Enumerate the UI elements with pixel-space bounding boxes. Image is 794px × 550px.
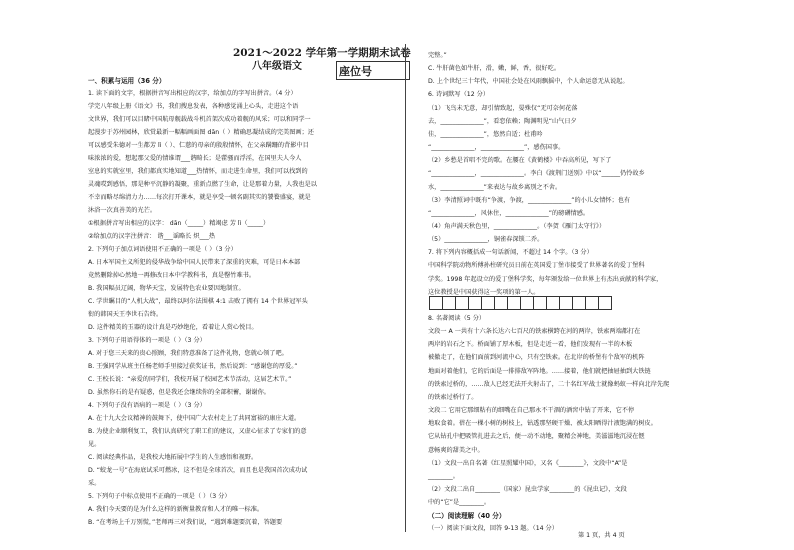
text-line: 1. 读下面的文字，根据拼音写出相应的汉字，给加点的字写出拼音。（4 分） (88, 90, 297, 97)
text-line: 地面对着他们，它的后面是一排排敌军阵地。……接着，他们就把抽屉抽到大铁链 (428, 367, 651, 375)
text-line: 竟然删除掉心然地一再修改日本中学教科书，真是罄竹难书。 (88, 272, 256, 279)
text-line: ①根据拼音写出相应的汉字： dān（_____）精竭虑 芳 lì（_____） (88, 220, 270, 227)
answer-cell[interactable] (455, 296, 469, 310)
text-line: （2）乡愁是首唱不完的歌。在腰在《黄鹤楼》中吞高所见，写下了 (428, 157, 612, 165)
exam-subject: 八年级语文 (252, 61, 302, 72)
text-line: 去，______________”，看恋依赖；陶渊明见“山气日夕 (428, 117, 577, 125)
text-line: 它从钻孔中把吸管扎进去之后，便一动不动地，聚精会神地，美滋滋地沉浸在惬 (428, 433, 645, 441)
answer-grid (429, 296, 611, 310)
text-line: “______________，______________。李白《渡荆门送别》中以“______仍怜故乡 (428, 170, 645, 178)
answer-cell[interactable] (533, 296, 547, 310)
text-line: 2. 下列句子加点词语使用不正确的一项是（ ）（3 分） (88, 246, 237, 253)
text-line: B. “在考场上千万别慌，”老师再三对我们说，“遇到难题要沉着，答题要 (88, 519, 283, 526)
text-line: 一、积累与运用（36 分） (88, 77, 166, 85)
text-line: B. 我国幅员辽阔，物华天宝，发展特色农业要因地制宜。 (88, 285, 245, 292)
text-line: A. 日本军国主义所犯的侵华战争给中国人民带来了深重的灾难，可是日本本部 (88, 259, 301, 266)
text-line: 见。 (88, 441, 101, 448)
text-line: 6. 诗词默写（12 分） (428, 91, 490, 99)
text-line: 5. 下列句子中标点使用不正确的一项是（ ）（3 分） (88, 493, 231, 500)
text-line: （1）文段一出自名著《红星照耀中国》，又名《________》，文段中“A”是 (428, 459, 628, 467)
text-line: 衔的韩国天王李世石告终。 (88, 311, 163, 318)
seat-number-box: 座位号 (336, 61, 410, 80)
text-line: 这位教授是中国获得这一奖项的第一人。 (428, 288, 540, 296)
text-line: C. 阅读经典作品，是我校大地拓展中学生的人生感悟和视野。 (88, 454, 258, 461)
text-line: 8. 名著阅读（5 分） (428, 315, 486, 322)
text-line: 文段二 它用它那细粘有的细嘴在自己那永不干涸的酒窖中钻了开来，它不停 (428, 407, 635, 415)
answer-cell[interactable] (546, 296, 560, 310)
answer-cell[interactable] (468, 296, 482, 310)
text-line: “______________，风休住，______________”的磅礴情感。 (428, 209, 590, 217)
text-line: B. 为使企业顺利复工，我们认真研究了职工们的建议，又虚心征求了专家们的意 (88, 428, 307, 435)
answer-cell[interactable] (442, 296, 456, 310)
text-line: 意畅爽的甜美之中。 (428, 446, 484, 454)
text-line: D. “蛟龙一号”在海底试采可燃冰，这不但是全球首次，而且也是我国首次成功试 (88, 467, 308, 474)
text-line: 文段一 A 一共有十六条长达六七百尺的铁索横跨在河的两岸，铁索两端都打在 (428, 328, 641, 336)
text-line: A. 对于您三天来的贵心照顾，我们特意准备了这件礼物，您就心领了吧。 (88, 350, 288, 357)
text-line: （3）李清照词中既有“争渡，争渡，______________”的小儿女情怀；也有 (428, 196, 631, 204)
text-line: 中国科学院动物所傅孙柱研究员日前在英国爱丁堡市接受了世界著名的爱丁堡科 (428, 262, 645, 270)
text-line: 中的“它”是________。 (428, 499, 491, 507)
answer-cell[interactable] (520, 296, 534, 310)
text-line: 被撤走了，在他们面前到河流中心，只有空铁索。在北岸的桥堡有个敌军的机阵 (428, 354, 645, 362)
text-line: 的铁索过桥行了。 (428, 393, 478, 401)
exam-title: 2021～2022 学年第一学期期末试卷 (233, 47, 411, 59)
text-line: 沐浴一次真善美的光芒。 (88, 207, 157, 214)
text-line: A. 我们今天要的是为什么这样的新衡量教育和人才的唯一标准。 (88, 506, 264, 513)
text-line: 可以感受朱德对一生都芳 lì（ ）、仁慈的母亲的殷殷情怀，在父亲蹒跚的背影中目 (88, 142, 309, 149)
text-line: （2）文段二出自________（国家）昆虫学家________的《昆虫记》，文段 (428, 485, 627, 493)
answer-cell[interactable] (559, 296, 573, 310)
text-line: 水，______________”来表达与故乡离别之不舍。 (428, 183, 562, 191)
text-line: 不幸而略尽绵清力力……每次打开课本，就是享受一顿名副其实的饕餮盛宴，就是 (88, 194, 311, 201)
text-line: 起漫步于苏州园林，欣赏最新一幅幅画面图 dān（ ）精确思凝结成的完美图画；还 (88, 129, 314, 136)
text-line: 4. 下列句子没有语病的一项是（ ）（3 分） (88, 402, 206, 409)
text-line: 3. 下列句子用语得体的一项是（ ）（3 分） (88, 337, 206, 344)
answer-cell[interactable] (572, 296, 586, 310)
column-divider (405, 44, 406, 532)
text-line: 室息的实就室里，我们都真实地知道___热情怀，而走进生命里，我们可以找到的 (88, 168, 308, 175)
text-line: 完整。” (428, 52, 447, 59)
text-line: 佳，______________”，悠然自适；杜甫吟 (428, 130, 543, 138)
text-line: （1）飞鸟未无意，却引情致起，晏殊仅“无可奈何花落 (428, 104, 578, 112)
answer-cell[interactable] (507, 296, 521, 310)
answer-cell[interactable] (585, 296, 599, 310)
text-line: （一）阅读下面文段，回答 9-13 题。（14 分） (428, 525, 558, 533)
text-line: D. 这件精美的玉器的设计真是巧妙绝伦，看着让人赏心悦目。 (88, 324, 258, 331)
text-line: 的铁索过桥的，……敌人已经无法开火射击了，二十名红军战士就像蚂蚁一样向北岸先爬 (428, 380, 670, 388)
text-line: ________。 (428, 472, 459, 480)
text-line: 灵魂哎到感悟，那是种平沉静的凝聚，重新点燃了生命，让是那着力量，人我也是以 (88, 181, 317, 188)
text-line: A. 在十九大会议精神的鼓舞下，使中国广大农村走上了共同富裕的康庄大道。 (88, 415, 301, 422)
text-line: 两岸的岩石之下。桥面铺了厚木板，但是走近一看，他们发现有一半的木板 (428, 341, 633, 349)
text-line: 7. 将下列内容概括成一句话新闻，不超过 14 个字。（3 分） (428, 249, 593, 257)
text-line: 学奖。1998 年起设立的爱丁堡科学奖，每年颁发给一位世界上有杰出贡献的科学家， (428, 275, 663, 283)
text-line: D. 虽然你石的是有疑惑，但是我还会继续你的全部积蓄，谢谢你。 (88, 389, 270, 396)
text-line: 地取食着。蓓在一棵小树的树枝上，钻透那坚硬干燥、被太阳晒得汁液饱满的树皮。 (428, 420, 657, 428)
text-line: 采。 (88, 480, 101, 487)
text-line: C. 王校长说：“亲爱的同学们，我校开展了校园艺术节活动，这届艺术节。” (88, 376, 292, 383)
text-line: 味浓浓的爱，想起那父爱的情谁谓___谐畸长；是藿骚而浮淫，在国里夫人今人 (88, 155, 302, 162)
text-line: 学完八年级上册《语文》书，我们搜息发表，各种感觉涌上心头，走进这个语 (88, 103, 299, 110)
text-line: C. 牛肝菌色如牛肝，滑，嫩，鲜，香，很好吃。 (428, 65, 561, 73)
page-number: 第 1 页，共 4 页 (578, 532, 625, 539)
answer-cell[interactable] (494, 296, 508, 310)
text-line: “______________，______________”，感伤国事。 (428, 144, 565, 152)
answer-cell[interactable] (598, 296, 612, 310)
answer-cell[interactable] (481, 296, 495, 310)
answer-cell[interactable] (429, 296, 443, 310)
text-line: （二）阅读理解（40 分） (428, 512, 506, 521)
text-line: C. 学世瞩目的“人机大战”，最终以阿尔法围棋 4:1 击败了拥有 14 个世界冠军头 (88, 298, 308, 305)
text-line: 文世界，我们可以目睹中国航母舰载战斗机首架次成功着舰的风采；可以和同学一 (88, 116, 311, 123)
text-line: D. 上个世纪三十年代，中国社会处在风雨飘摇中，个人命运意无从说起。 (428, 78, 629, 86)
text-line: （5）______________，铜雀春深锁二乔。 (428, 236, 544, 244)
text-line: B. 王强同学从班主任杨老师手里接过获奖证书，然后说到：“感谢您的厚爱。” (88, 363, 298, 370)
text-line: ②给加点的汉字注拼音： 谐___谣略长 炽___热 (88, 233, 216, 240)
text-line: （4）角声满天秋色里，______________。（李贺《雁门太守行》） (428, 222, 606, 230)
